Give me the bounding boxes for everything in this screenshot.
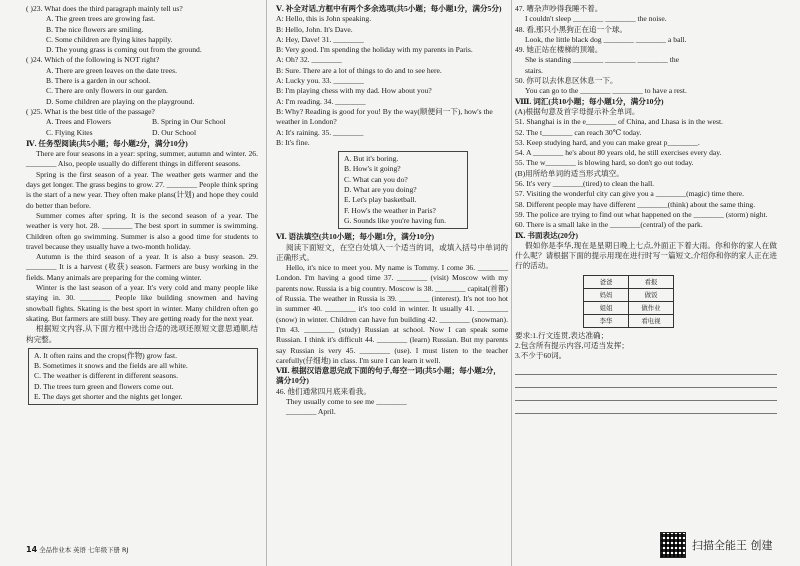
dialogue-line: B: It's fine. — [276, 137, 310, 147]
section-title: Ⅸ. 书面表达(20分) — [515, 230, 578, 240]
requirement: 3.不少于60词。 — [515, 351, 567, 361]
question-48: 48. 看,那只小黑狗正在追一个球。 — [515, 24, 628, 34]
writing-line — [515, 403, 777, 414]
dialogue-line: B: Why? Reading is good for you! By the way(顺便问一下), how's the weather in London? — [276, 106, 493, 127]
vocab-item: 58. Different people may have different ________(think) about the same thing. — [515, 199, 756, 209]
grammar-passage: Hello, it's nice to meet you. My name is Tommy. I come 36. ________ London. I'm having a good time 37. ________ (visit) Moscow with my parents now. Russia is a big country. Moscow is 38. ________ capital(首都) of Russia. The weather in Russia is 39. ________ (interest). It's not too hot in summer 40. ________ it's too cold in winter. It usually 41. ________ (snow) in winter. Children can have fun building 42. ________ (snowman). I'm 43. ________ (study) Russian at school. Now I can speak some Russian. I think it's difficult 44. ________ (learn) Russian. But my parents say Russian is very 45. ________ (use). I must listen to the teacher carefully(仔细地) in class. I'm sure I can learn it well. — [276, 263, 508, 365]
box-option: F. How's the weather in Paris? — [344, 205, 436, 215]
box-option: C. What can you do? — [344, 174, 408, 184]
box-option: D. What are you doing? — [344, 185, 417, 195]
watermark-text: 扫描全能王 创建 — [692, 539, 773, 552]
dialogue-line: B: Very good. I'm spending the holiday with my parents in Paris. — [276, 45, 473, 55]
answer-line: She is standing ________ ________ ________ the — [525, 55, 679, 65]
option: B. There is a garden in our school. — [46, 76, 151, 86]
vocab-item: 55. The w________ is blowing hard, so don't go out today. — [515, 158, 694, 168]
column-left — [26, 4, 258, 408]
writing-line — [515, 364, 777, 375]
question-24: ( )24. Which of the following is NOT right? — [26, 55, 160, 65]
requirement: 2.包含所有提示内容,可适当发挥； — [515, 341, 629, 351]
table-cell: 爸爸 — [584, 275, 629, 288]
question-49: 49. 她正站在楼梯的顶端。 — [515, 45, 603, 55]
option: C. There are only flowers in our garden. — [46, 86, 168, 96]
answer-line: I couldn't sleep ________ ________ the noise. — [525, 14, 667, 24]
option: A. Trees and Flowers — [46, 117, 111, 127]
passage-paragraph: Winter is the last season of a year. It's very cold and many people like staying in. 30. ________ People like building snowmen and having snowball fights. Skating is the best sport in winter. Many children often go skating. But farmers are still busy. They are getting ready for the next year. — [26, 283, 258, 323]
table-cell: 妈妈 — [584, 288, 629, 301]
option: D. Some children are playing on the playground. — [46, 96, 195, 106]
column-middle — [276, 4, 508, 418]
table-cell: 李华 — [584, 314, 629, 327]
options-row — [26, 117, 258, 127]
question-47: 47. 嘈杂声吵得我睡不着。 — [515, 4, 603, 13]
box-option: C. The weather is different in different seasons. — [34, 371, 179, 381]
dialogue-line: B: Sure. There are a lot of things to do and to see here. — [276, 65, 442, 75]
question-25: ( )25. What is the best title of the passage? — [26, 106, 155, 116]
column-divider — [266, 0, 267, 566]
box-option: E. The days get shorter and the nights get longer. — [34, 391, 183, 401]
dialogue-line: A: Hey, Dave! 31. ________ — [276, 34, 364, 44]
dialogue-line: B: Hello, John. It's Dave. — [276, 24, 353, 34]
writing-line — [515, 390, 777, 401]
table-row — [584, 288, 674, 301]
table-cell: 看电视 — [629, 314, 674, 327]
table-cell: 做作业 — [629, 301, 674, 314]
answer-line: ________ April. — [286, 407, 336, 417]
page-footer — [26, 545, 128, 554]
question-50: 50. 你可以去休息区休息一下。 — [515, 76, 618, 86]
option: A. The green trees are growing fast. — [46, 14, 156, 24]
dialogue-line: B: I'm playing chess with my dad. How about you? — [276, 86, 432, 96]
box-option: D. The trees turn green and flowers come out. — [34, 381, 174, 391]
activity-table — [583, 275, 674, 328]
passage-paragraph: There are four seasons in a year: spring, summer, autumn and winter. 26. ________ Also, people usually do different things in different seasons. — [26, 149, 258, 169]
book-title: 全品作业本 英语 七年级下册 RJ — [39, 546, 129, 554]
scanner-watermark — [660, 532, 773, 558]
box-option: B. Sometimes it snows and the fields are all white. — [34, 361, 188, 371]
option: D. The young grass is coming out from the ground. — [46, 45, 202, 55]
table-row — [584, 275, 674, 288]
vocab-item: 57. Visiting the wonderful city can give you a ________(magic) time there. — [515, 189, 745, 199]
option: A. There are green leaves on the date trees. — [46, 65, 177, 75]
dialogue-line: A: Hello, this is John speaking. — [276, 14, 372, 24]
writing-prompt: 假如你是李华,现在是星期日晚上七点,外面正下着大雨。你和你的家人在做什么呢？请根据下面的提示用现在进行时写一篇短文,介绍你和你的家人正在进行的活动。 — [515, 240, 777, 271]
answer-line: Look, the little black dog ________ ________ a ball. — [525, 34, 687, 44]
section-title: Ⅳ. 任务型阅读(共5小题；每小题2分，满分10分) — [26, 138, 188, 148]
qr-code-icon — [660, 532, 686, 558]
table-cell: 做饭 — [629, 288, 674, 301]
table-row — [584, 314, 674, 327]
option: B. The nice flowers are smiling. — [46, 24, 144, 34]
vocab-item: 52. The t________ can reach 30℃ today. — [515, 127, 642, 137]
option: D. Our School — [152, 127, 197, 137]
vocab-item: 60. There is a small lake in the ________(central) of the park. — [515, 220, 703, 230]
vocab-item: 54. A ________ he's about 80 years old, he still exercises every day. — [515, 148, 722, 158]
column-divider — [511, 0, 512, 566]
options-row — [26, 128, 258, 138]
writing-line — [515, 377, 777, 388]
option: C. Some children are flying kites happily. — [46, 34, 173, 44]
box-option: B. How's it going? — [344, 164, 401, 174]
vocab-item: 59. The police are trying to find out what happened on the ________ (storm) night. — [515, 209, 768, 219]
section-title: Ⅵ. 语法填空(共10小题；每小题1分，满分10分) — [276, 232, 435, 242]
page-number: 14 — [26, 545, 38, 554]
option: C. Flying Kites — [46, 127, 93, 137]
instruction: 根据短文内容,从下面方框中选出合适的选项还原短文意思通顺,结构完整。 — [26, 324, 258, 344]
question-23: ( )23. What does the third paragraph mainly tell us? — [26, 4, 183, 13]
answer-line: You can go to the ________ ________ to have a rest. — [525, 86, 687, 96]
dialogue-line: A: I'm reading. 34. ________ — [276, 96, 366, 106]
box-option: A. It often rains and the crops(作物) grow fast. — [34, 350, 177, 360]
box-option: E. Let's play basketball. — [344, 195, 417, 205]
sub-section-title: (A)根据句意及首字母提示补全单词。 — [515, 106, 640, 116]
vocab-item: 51. Shanghai is in the e________ of China, and Lhasa is in the west. — [515, 117, 723, 127]
answer-line: They usually come to see me ________ — [286, 396, 407, 406]
dialogue-options-box — [338, 151, 468, 229]
section-title: Ⅶ. 根据汉语意思完成下面的句子,每空一词(共5小题；每小题2分，满分10分) — [276, 366, 501, 386]
section-title: Ⅷ. 词汇(共10小题；每小题1分，满分10分) — [515, 96, 664, 106]
table-row — [584, 301, 674, 314]
passage-paragraph: Spring is the first season of a year. The weather gets warmer and the days get longer. The grass begins to grow. 27. ________ People think spring is the start of a new year. They often make plans(计划) and hope they could do better than before. — [26, 169, 259, 210]
question-46: 46. 他们通常四月底来看我。 — [276, 386, 371, 396]
passage-paragraph: Summer comes after spring. It is the second season of a year. The weather is very hot. 28. ________ The best sport in summer is swimming. Children often go swimming. Summer is also a good time for students to travel because they usually have a two-month holiday. — [26, 210, 258, 251]
section-title: Ⅴ. 补全对话,方框中有两个多余选项(共5小题；每小题1分，满分5分) — [276, 4, 502, 13]
dialogue-line: A: Oh? 32. ________ — [276, 55, 342, 65]
column-right — [515, 4, 777, 414]
section-instruction: 阅读下面短文，在空白处填入一个适当的词，或填入括号中单词的正确形式。 — [276, 242, 508, 262]
requirement: 要求:1.行文连贯,表达准确； — [515, 330, 609, 340]
passage-paragraph: Autumn is the third season of a year. It is also a busy season. 29. ________ It is a harvest (收获) season. Farmers are busy working in the fields. Many animals are preparing for the coming winter. — [26, 252, 258, 282]
vocab-item: 53. Keep studying hard, and you can make great p________. — [515, 137, 700, 147]
table-cell: 姐姐 — [584, 301, 629, 314]
sub-section-title: (B)用所给单词的适当形式填空。 — [515, 168, 624, 178]
vocab-item: 56. It's very ________(tired) to clean the hall. — [515, 179, 655, 189]
dialogue-line: A: Lucky you. 33. ________ — [276, 76, 364, 86]
dialogue-line: A: It's raining. 35. ________ — [276, 127, 364, 137]
box-option: A. But it's boring. — [344, 154, 399, 164]
option: B. Spring in Our School — [152, 117, 226, 127]
box-option: G. Sounds like you're having fun. — [344, 215, 446, 225]
options-box — [28, 348, 258, 405]
answer-line: stairs. — [525, 65, 543, 75]
table-cell: 看报 — [629, 275, 674, 288]
